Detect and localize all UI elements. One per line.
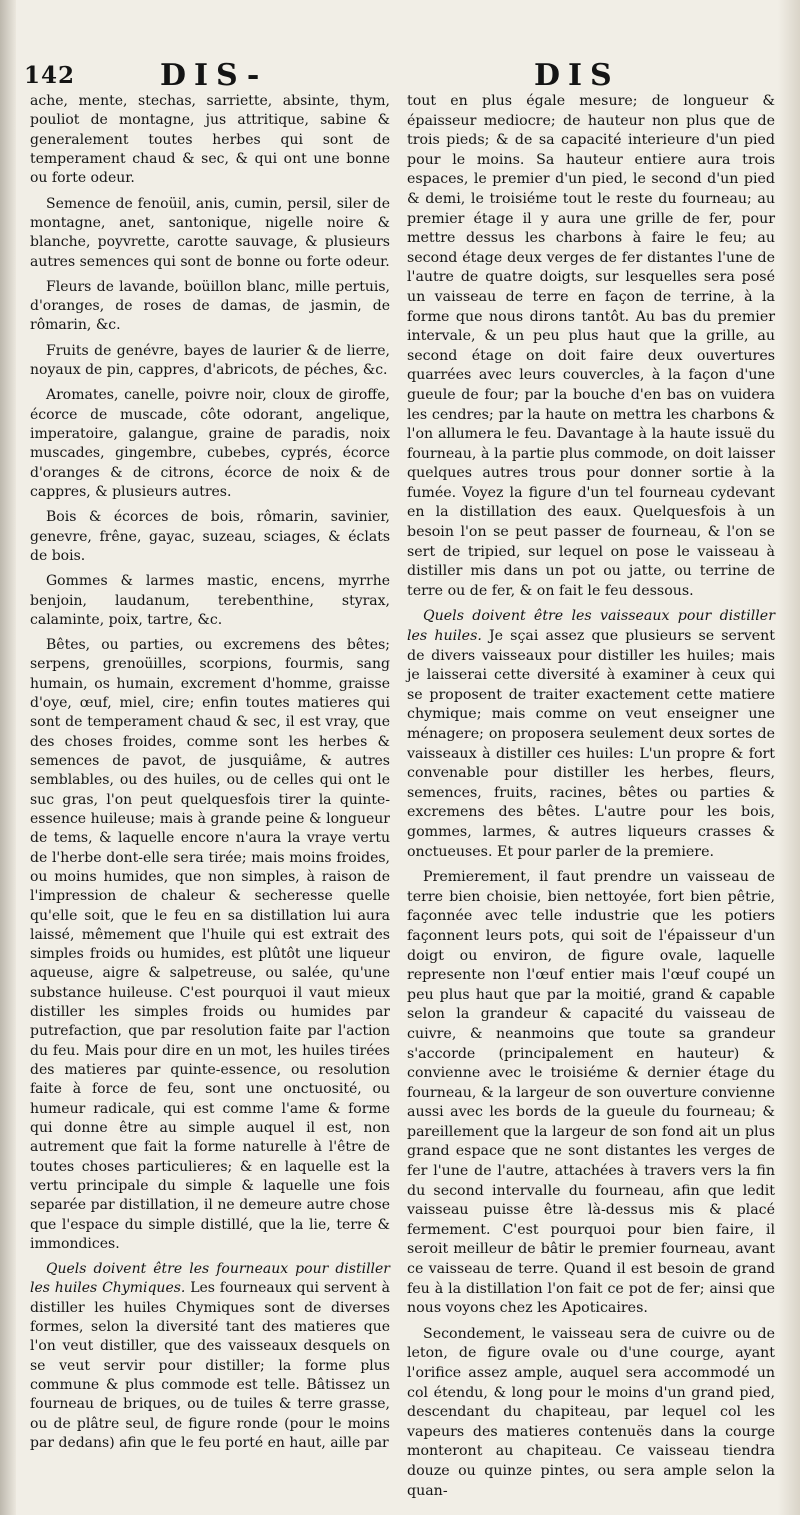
page-edge	[778, 0, 800, 1515]
paragraph: Fruits de genévre, bayes de laurier & de lierre, noyaux de pin, cappres, d'abricots, de péches, &c.	[30, 342, 390, 379]
left-column	[30, 92, 390, 1453]
paragraph-text: Je sçai assez que plusieurs se servent de divers vaisseaux pour distiller les huiles; mais je laisserai cette diversité à examiner à ceux qui se proposent de traiter exactement cette matiere chymique; mais comme on veut enseigner une ménagere; on proposera seulement deux sortes de vaisseaux à distiller ces huiles: L'un propre & fort convenable pour distiller les herbes, fleurs, semences, fruits, racines, bêtes ou parties & excremens des bêtes. L'autre pour les bois, gommes, larmes, & autres liqueurs crasses & onctueuses. Et pour parler de la premiere.	[407, 628, 775, 860]
section-heading: Quels doivent être les fourneaux pour distiller les huiles Chymiques.	[30, 1261, 390, 1297]
paragraph: Secondement, le vaisseau sera de cuivre ou de leton, de figure ovale ou d'une courge, ayant l'orifice assez ample, auquel sera accommodé un col étendu, & long pour le moins d'un grand pied, descendant du chapiteau, par lequel col les vapeurs des matieres contenuës dans la courge monteront au chapiteau. Ce vaisseau tiendra douze ou quinze pintes, ou sera ample selon la quan-	[407, 1325, 775, 1499]
paragraph: Semence de fenoüil, anis, cumin, persil, siler de montagne, anet, santonique, nigelle noire & blanche, poyvrette, carotte sauvage, & plusieurs autres semences qui sont de bonne ou forte odeur.	[30, 195, 390, 270]
paragraph: Aromates, canelle, poivre noir, cloux de giroffe, écorce de muscade, côte odorant, angelique, imperatoire, galangue, graine de paradis, noix muscades, gingembre, cubebes, cyprés, écorce d'oranges & de citrons, écorce de noix & de cappres, & plusieurs autres.	[30, 387, 390, 500]
running-head-left: DIS-	[160, 58, 268, 93]
section-heading: Quels doivent être les vaisseaux pour distiller les huiles.	[407, 608, 775, 645]
paragraph: Bois & écorces de bois, rômarin, savinier, genevre, frêne, gayac, suzeau, sciages, & éclats de bois.	[30, 509, 390, 564]
paragraph	[407, 607, 775, 862]
paragraph: Gommes & larmes mastic, encens, myrrhe benjoin, laudanum, terebenthine, styrax, calaminte, poix, tartre, &c.	[30, 573, 390, 628]
paragraph-text: Les fourneaux qui servent à distiller les huiles Chymiques sont de diverses formes, selon la diversité tant des matieres que l'on veut distiller, que des vaisseaux desquels on se veut servir pour distiller; la forme plus commune & plus commode est telle. Bâtissez un fourneau de briques, ou de tuiles & terre grasse, ou de plâtre seul, de figure ronde (pour le moins par dedans) afin que le feu porté en haut, aille par	[30, 1280, 390, 1451]
paragraph: Fleurs de lavande, boüillon blanc, mille pertuis, d'oranges, de roses de damas, de jasmin, de rômarin, &c.	[30, 278, 390, 334]
binding-gutter	[0, 0, 16, 1515]
paragraph: tout en plus égale mesure; de longueur & épaisseur mediocre; de hauteur non plus que de trois pieds; & de sa capacité interieure d'un pied pour le moins. Sa hauteur entiere aura trois espaces, le premier d'un pied, le second d'un pied & demi, le troisiéme tout le reste du fourneau; au premier étage il y aura une grille de fer, pour mettre dessus les charbons à faire le feu; au second étage deux verges de fer distantes l'une de l'autre de quatre doigts, sur lesquelles sera posé un vaisseau de terre en façon de terrine, à la forme que nous dirons tantôt. Au bas du premier intervale, & un peu plus haut que la grille, au second étage on doit faire deux ouvertures quarrées avec leurs couvercles, à la façon d'une gueule de four; par la bouche d'en bas on vuidera les cendres; par la haute on mettra les charbons & l'on allumera le feu. Davantage à la haute issuë du fourneau, à la partie plus commode, on doit laisser quelques autres trous pour donner sortie à la fumée. Voyez la figure d'un tel fourneau cydevant en la distillation des eaux. Quelquesfois à un besoin l'on se peut passer de fourneau, & l'on se sert de tripied, sur lequel on pose le vaisseau à distiller mis dans un pot ou jatte, ou terrine de terre ou de fer, & on fait le feu dessous.	[407, 93, 775, 599]
right-column	[407, 92, 775, 1501]
page-number: 142	[24, 62, 76, 89]
paragraph: Premierement, il faut prendre un vaisseau de terre bien choisie, bien nettoyée, fort bien pêtrie, façonnée avec telle industrie que les potiers façonnent leurs pots, qui soit de l'épaisseur d'un doigt ou environ, de figure ovale, laquelle represente non l'œuf entier mais l'œuf coupé un peu plus haut que par la moitié, grand & capable selon la grandeur & capacité du vaisseau de cuivre, & neanmoins que toute sa grandeur s'accorde (principalement en hauteur) & convienne avec le troisiéme & dernier étage du fourneau, & la largeur de son ouverture convienne aussi avec les bords de la gueule du fourneau; & pareillement que la largeur de son fond ait un plus grand espace que ne sont distantes les verges de fer l'une de l'autre, attachées à travers vers la fin du second intervalle du fourneau, afin que ledit vaisseau puisse être là-dessus mis & placé fermement. C'est pourquoi pour bien faire, il seroit meilleur de bâtir le premier fourneau, avant ce vaisseau de terre. Quand il est besoin de grand feu à la distillation l'on fait ce pot de fer; ainsi que nous voyons chez les Apoticaires.	[407, 869, 775, 1317]
paragraph: Bêtes, ou parties, ou excremens des bêtes; serpens, grenoüilles, scorpions, fourmis, sang humain, os humain, excrement d'homme, graisse d'oye, œuf, miel, cire; enfin toutes matieres qui sont de temperament chaud & sec, il est vray, que des choses froides, comme sont les herbes & semences de pavot, de jusquiâme, & autres semblables, ou des huiles, ou de celles qui ont le suc gras, l'on peut quelquesfois tirer la quinte-essence huileuse; mais à grande peine & longueur de tems, & laquelle encore n'aura la vraye vertu de l'herbe dont-elle sera tirée; mais moins froides, ou moins humides, que non simples, à raison de l'impression de chaleur & secheresse quelle qu'elle soit, que le feu en sa distillation lui aura laissé, mêmement que l'huile qui est extrait des simples froids ou humides, est plûtôt une liqueur aqueuse, aigre & salpetreuse, ou salée, qu'une substance huileuse. C'est pourquoi il vaut mieux distiller les simples froids ou humides par putrefaction, que par resolution faite par l'action du feu. Mais pour dire en un mot, les huiles tirées des matieres par quinte-essence, ou resolution faite à force de feu, sont une onctuosité, ou humeur radicale, qui est comme l'ame & forme qui donne être au simple auquel il est, non autrement que fait la forme naturelle à l'être de toutes choses particulieres; & en laquelle est la vertu principale du simple & laquelle une fois separée par distillation, il ne demeure autre chose que l'espace du simple distillé, que la lie, terre & immondices.	[30, 637, 390, 1252]
running-head-right: DIS	[534, 58, 620, 93]
paragraph	[30, 1260, 390, 1453]
paragraph: ache, mente, stechas, sarriette, absinte, thym, pouliot de montagne, jus attritique, sabine & generalement toutes herbes qui sont de temperament chaud & sec, & qui ont une bonne ou forte odeur.	[30, 93, 390, 187]
